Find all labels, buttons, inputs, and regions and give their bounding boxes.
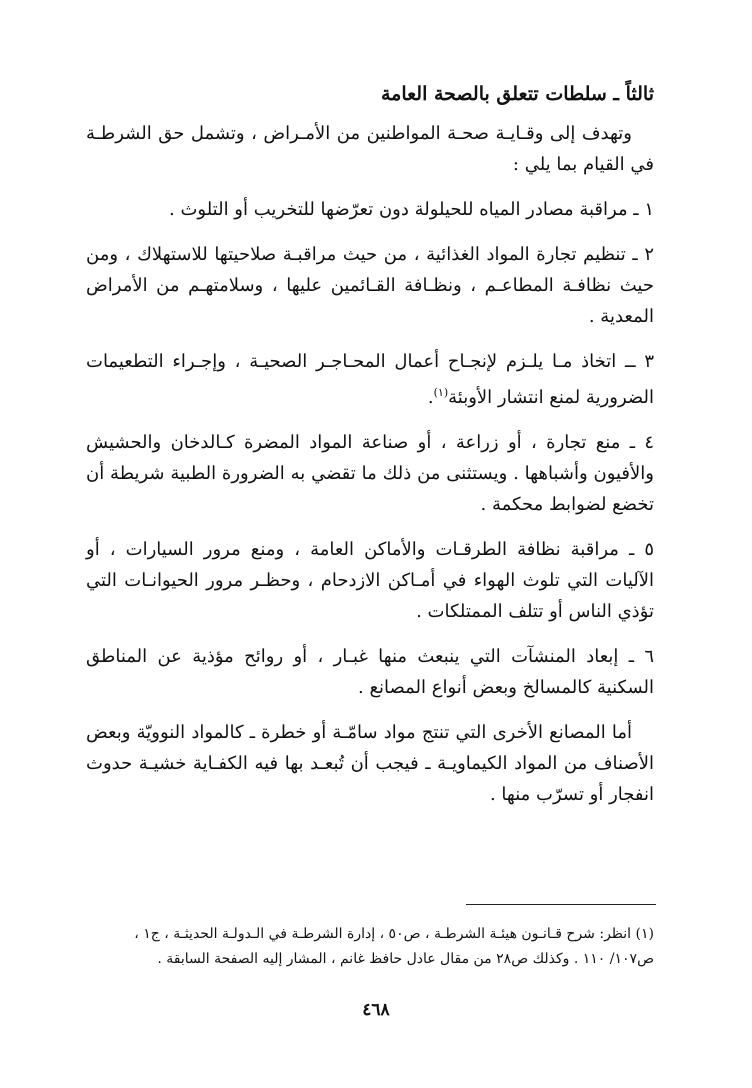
- footnote-line-2: ص١٠٧/ ١١٠ . وكذلك ص٢٨ من مقال عادل حافظ غانم ، المشار إليه الصفحة السابقة .: [157, 951, 654, 967]
- intro-paragraph: وتهدف إلى وقـايـة صحـة المواطنين من الأمـراض ، وتشمل حق الشرطـة في القيام بما يلي :: [86, 123, 654, 175]
- item-number: ١: [644, 199, 654, 220]
- item-text: ــ اتخاذ مـا يلـزم لإنجـاح أعمال المحـاجـر الصحيـة ، وإجـراء التطعيمات الضرورية لمنع انتشار الأوبئة: [86, 351, 654, 408]
- list-item-4: [86, 427, 654, 520]
- list-item-1: [86, 194, 654, 225]
- item-text: ـ منع تجارة ، أو زراعة ، أو صناعة المواد المضرة كـالدخان والحشيش والأفيون وأشباهها . ويستثنى من ذلك ما تقضي به الضرورة الطبية شريطة أن تخضع لضوابط محكمة .: [86, 432, 654, 515]
- footnote-divider: [466, 904, 656, 905]
- section-heading: ثالثاً ـ سلطات تتعلق بالصحة العامة: [380, 83, 654, 105]
- footnote-line-1: (١) انظر: شرح قـانـون هيئـة الشرطـة ، ص٥٠ ، إدارة الشرطـة في الـدولـة الحديثـة ، ج١ ،: [134, 926, 654, 942]
- list-item-3: [86, 346, 654, 413]
- item-number: ٢: [644, 244, 654, 265]
- page-number: ٤٦٨: [362, 1000, 390, 1020]
- list-item-5: [86, 534, 654, 627]
- item-number: ٥: [644, 539, 654, 560]
- closing-paragraph: أما المصانع الأخرى التي تنتج مواد سامّـة أو خطرة ـ كالمواد النوويّة وبعض الأصناف من المواد الكيماويـة ـ فيجب أن تُبعـد بها فيه الكفـاية خشيـة حدوث انفجار أو تسرّب منها .: [86, 722, 654, 805]
- item-number: ٤: [644, 432, 654, 453]
- item-text: ـ مراقبة مصادر المياه للحيلولة دون تعرّضها للتخريب أو التلوث .: [169, 199, 639, 220]
- item-text: ـ تنظيم تجارة المواد الغذائية ، من حيث مراقبـة صلاحيتها للاستهلاك ، ومن حيث نظافـة المطاعـم ، ونظـافة القـائمين عليها ، وسلامتهـم من الأمراض المعدية .: [86, 244, 654, 327]
- footnote: [86, 922, 654, 972]
- list-item-2: [86, 239, 654, 332]
- item-end-punct: .: [427, 387, 434, 408]
- page-body: [86, 80, 654, 810]
- item-number: ٣: [644, 351, 654, 372]
- footnote-reference[interactable]: (١): [433, 386, 449, 399]
- item-text: ـ مراقبة نظافة الطرقـات والأماكن العامة ، ومنع مرور السيارات ، أو الآليات التي تلوث الهواء في أمـاكن الازدحام ، وحظـر مرور الحيوانـات التي تؤذي الناس أو تتلف الممتلكات .: [86, 539, 654, 622]
- item-text: ـ إبعاد المنشآت التي ينبعث منها غبـار ، أو روائح مؤذية عن المناطق السكنية كالمسالخ وبعض أنواع المصانع .: [86, 646, 654, 698]
- list-item-6: [86, 641, 654, 703]
- item-number: ٦: [644, 646, 654, 667]
